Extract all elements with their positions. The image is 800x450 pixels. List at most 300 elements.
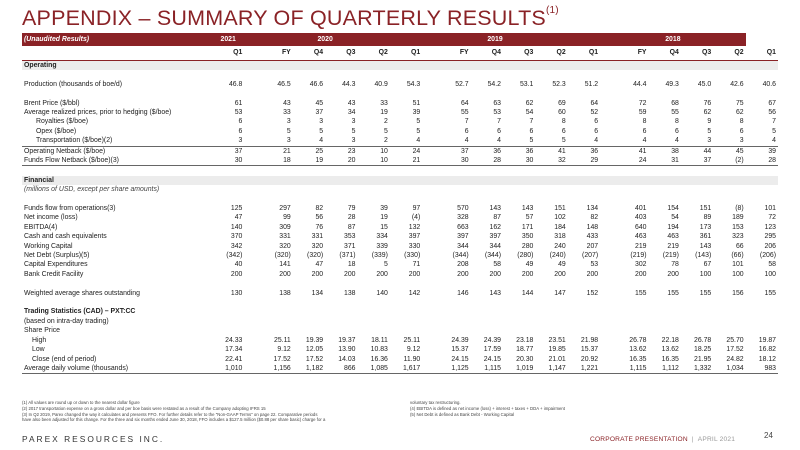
table-cell: 141 xyxy=(279,261,291,269)
table-cell: 64 xyxy=(460,99,469,107)
table-cell: 151 xyxy=(554,205,566,213)
row-label: Capital Expenditures xyxy=(24,261,88,269)
table-cell: 19.37 xyxy=(338,336,356,344)
table-cell: 58 xyxy=(493,261,501,269)
table-cell: 87 xyxy=(493,214,501,222)
table-cell: 6 xyxy=(529,127,534,135)
table-cell: 46.8 xyxy=(228,80,243,88)
column-header: FY xyxy=(438,46,470,61)
table-cell: 14.03 xyxy=(338,355,356,363)
table-cell: 17.52 xyxy=(273,355,291,363)
table-cell: 6 xyxy=(464,127,469,135)
table-cell: 433 xyxy=(586,233,599,241)
table-cell: 19 xyxy=(380,214,388,222)
table-cell: 13.90 xyxy=(338,346,356,354)
table-cell: 143 xyxy=(521,205,534,213)
table-cell: 200 xyxy=(521,270,534,278)
table-cell: 397 xyxy=(489,233,501,241)
row-label: Net Debt (Surplus)(5) xyxy=(24,252,90,260)
table-cell: 8 xyxy=(642,118,647,126)
table-cell: 38 xyxy=(649,146,681,156)
row-label xyxy=(22,195,212,204)
table-cell: 219 xyxy=(667,242,679,250)
table-cell: 78 xyxy=(671,261,679,269)
table-cell: 21 xyxy=(260,146,292,156)
row-label: Brent Price ($/bbl) xyxy=(24,99,80,107)
table-cell: 1,112 xyxy=(649,364,681,374)
table-cell: 207 xyxy=(586,242,599,250)
table-cell: 17.59 xyxy=(483,346,501,354)
row-label: Trading Statistics (CAD) – PXT:CC xyxy=(24,308,136,316)
row-label: Low xyxy=(32,346,45,354)
table-cell: 7 xyxy=(497,118,501,126)
table-cell: 5 xyxy=(351,127,356,135)
table-cell: 3 xyxy=(319,118,324,126)
table-cell: 302 xyxy=(635,261,647,269)
table-cell: 200 xyxy=(311,270,324,278)
table-cell: 5 xyxy=(384,127,388,135)
footnote: (2) 2017 transportation expense on a gross dollar and per boe basis were restated as a result of the Company adopting IFRS 15 xyxy=(22,405,266,411)
quarter-header-row xyxy=(22,46,778,61)
table-row xyxy=(22,223,778,232)
table-cell: 101 xyxy=(732,261,744,269)
table-cell: 49 xyxy=(558,261,566,269)
table-cell: 983 xyxy=(746,364,778,374)
table-cell: 10.83 xyxy=(370,346,388,354)
table-cell: 19 xyxy=(380,109,388,116)
table-cell: 25.11 xyxy=(274,336,291,344)
table-cell: (2) xyxy=(713,156,745,166)
table-cell: 19.39 xyxy=(305,336,324,344)
table-row xyxy=(22,108,778,117)
table-cell: (320) xyxy=(307,252,324,260)
table-cell: 54.3 xyxy=(406,80,421,88)
table-cell: 26.78 xyxy=(694,336,712,344)
table-cell: 463 xyxy=(635,233,647,241)
table-cell: 43 xyxy=(283,99,291,107)
table-cell: 49 xyxy=(525,261,534,269)
unaudited-label: (Unaudited Results) xyxy=(22,33,212,46)
table-cell: 42.6 xyxy=(730,80,744,88)
table-row xyxy=(22,345,778,354)
row-label: Working Capital xyxy=(24,242,73,250)
table-cell: 24.33 xyxy=(225,336,243,344)
table-cell: 30 xyxy=(212,156,244,166)
table-cell: 123 xyxy=(764,223,776,231)
table-cell: 1,147 xyxy=(535,364,567,374)
footnote: (1) All values are round up or down to the nearest dollar figure xyxy=(22,400,140,405)
table-cell: 7 xyxy=(529,118,534,126)
table-cell: 17.52 xyxy=(726,346,744,354)
table-cell: 44.3 xyxy=(342,80,356,88)
column-header: Q2 xyxy=(535,46,567,61)
table-row xyxy=(22,364,778,374)
table-cell: 21.01 xyxy=(548,355,566,363)
table-cell: 5 xyxy=(416,118,421,126)
table-cell: 6 xyxy=(642,127,647,135)
table-cell: 41 xyxy=(616,146,648,156)
table-cell: 143 xyxy=(489,205,501,213)
table-cell: 19.87 xyxy=(758,336,776,344)
table-row xyxy=(22,270,778,279)
table-cell: 53 xyxy=(590,261,599,269)
table-cell: 200 xyxy=(279,270,291,278)
table-cell: 194 xyxy=(667,223,679,231)
table-cell: 63 xyxy=(493,99,501,107)
table-cell: 200 xyxy=(586,270,599,278)
table-cell: 29 xyxy=(568,156,600,166)
row-label: Production (thousands of boe/d) xyxy=(24,80,123,88)
table-cell: 323 xyxy=(732,233,744,241)
table-row xyxy=(22,289,778,298)
table-cell: 68 xyxy=(671,99,679,107)
table-row xyxy=(22,326,778,335)
table-cell: 23.18 xyxy=(516,336,534,344)
table-cell: 140 xyxy=(376,289,388,297)
table-cell: 21.98 xyxy=(580,336,599,344)
row-label: Cash and cash equivalents xyxy=(24,233,107,241)
table-cell: 19 xyxy=(293,156,325,166)
table-cell: (330) xyxy=(404,252,421,260)
table-cell: 4 xyxy=(319,137,324,145)
table-cell: 155 xyxy=(764,289,776,297)
table-cell: 5 xyxy=(529,137,534,145)
table-cell: 138 xyxy=(344,289,356,297)
table-cell: 1,034 xyxy=(713,364,745,374)
table-cell: 309 xyxy=(279,223,291,231)
table-cell: 339 xyxy=(376,242,388,250)
table-cell: 1,156 xyxy=(260,364,292,374)
column-header: Q1 xyxy=(568,46,600,61)
table-cell: 10 xyxy=(358,156,390,166)
table-cell: 152 xyxy=(586,289,599,297)
table-cell: (339) xyxy=(371,252,388,260)
table-cell: 371 xyxy=(344,242,356,250)
table-cell: 34 xyxy=(347,109,356,116)
table-cell: 76 xyxy=(703,99,712,107)
table-cell: 37 xyxy=(212,146,244,156)
footer-separator: | xyxy=(691,436,694,443)
table-cell: 57 xyxy=(525,214,534,222)
table-cell: 43 xyxy=(347,99,356,107)
row-label: Net income (loss) xyxy=(24,214,78,222)
row-label: Close (end of period) xyxy=(32,355,97,363)
row-label: Operating Netback ($/boe) xyxy=(22,146,212,156)
table-cell: 20.92 xyxy=(580,355,599,363)
column-header: Q2 xyxy=(358,46,390,61)
table-cell: 184 xyxy=(554,223,566,231)
table-cell: 297 xyxy=(279,205,291,213)
table-cell: (342) xyxy=(226,252,243,260)
table-cell: 16.35 xyxy=(661,355,679,363)
column-header: Q4 xyxy=(293,46,325,61)
table-cell: 41 xyxy=(535,146,567,156)
table-cell: 3 xyxy=(351,118,356,126)
table-cell: 40 xyxy=(234,261,243,269)
row-label: Royalties ($/boe) xyxy=(36,118,89,126)
table-cell: 26.78 xyxy=(629,336,647,344)
row-label: Transportation ($/boe)(2) xyxy=(36,137,113,145)
table-cell: 3 xyxy=(286,118,291,126)
table-cell: 6 xyxy=(739,127,744,135)
table-cell: 20.30 xyxy=(516,355,534,363)
column-header: Q1 xyxy=(212,46,244,61)
table-cell: 866 xyxy=(325,364,357,374)
table-cell: 10 xyxy=(358,146,390,156)
table-cell: 54.2 xyxy=(487,80,501,88)
table-cell: 320 xyxy=(279,242,291,250)
table-cell: 76 xyxy=(315,223,324,231)
table-cell: 200 xyxy=(554,270,566,278)
column-header: Q4 xyxy=(471,46,503,61)
table-cell: 36 xyxy=(503,146,535,156)
table-row xyxy=(22,298,778,307)
table-cell: 82 xyxy=(590,214,599,222)
table-row xyxy=(22,80,778,89)
table-cell: 125 xyxy=(230,205,243,213)
table-cell: 17.34 xyxy=(225,346,243,354)
table-cell: 5 xyxy=(286,127,291,135)
quarterly-results-table xyxy=(22,33,778,374)
table-cell: 200 xyxy=(408,270,421,278)
table-cell: 3 xyxy=(286,137,291,145)
row-label: Bank Credit Facility xyxy=(24,270,84,278)
table-cell: 200 xyxy=(635,270,647,278)
table-row xyxy=(22,279,778,288)
table-cell: 344 xyxy=(489,242,501,250)
table-cell: 397 xyxy=(408,233,421,241)
table-cell: 31 xyxy=(649,156,681,166)
table-cell: 1,221 xyxy=(568,364,600,374)
table-row xyxy=(22,156,778,166)
table-row xyxy=(22,232,778,241)
table-cell: 7 xyxy=(464,118,469,126)
row-label xyxy=(22,70,212,79)
column-header: Q2 xyxy=(713,46,745,61)
table-cell: 54 xyxy=(525,109,534,116)
table-cell: 331 xyxy=(311,233,324,241)
table-cell: 18.11 xyxy=(371,336,388,344)
table-cell: 2 xyxy=(384,137,388,145)
page-title: APPENDIX – SUMMARY OF QUARTERLY RESULTS$^{(1)}$ xyxy=(22,5,559,30)
table-cell: 25.70 xyxy=(726,336,744,344)
table-cell: 16.36 xyxy=(370,355,388,363)
table-cell: 45 xyxy=(315,99,324,107)
table-cell: 318 xyxy=(554,233,566,241)
table-cell: 75 xyxy=(735,99,744,107)
table-cell: 132 xyxy=(408,223,421,231)
table-row xyxy=(22,185,778,194)
table-cell: 36 xyxy=(471,146,503,156)
table-cell: 142 xyxy=(408,289,421,297)
table-cell: 97 xyxy=(412,205,421,213)
year-2018: 2018 xyxy=(600,33,746,46)
table-cell: 240 xyxy=(554,242,566,250)
table-cell: 21 xyxy=(390,156,422,166)
table-cell: 570 xyxy=(457,205,469,213)
table-cell: 62 xyxy=(735,109,744,116)
row-label: Opex ($/boe) xyxy=(36,127,77,135)
table-cell: 44 xyxy=(681,146,713,156)
table-cell: (143) xyxy=(695,252,712,260)
table-cell: 334 xyxy=(376,233,388,241)
table-cell: 23 xyxy=(325,146,357,156)
table-cell: 463 xyxy=(667,233,679,241)
presentation-label: CORPORATE PRESENTATION xyxy=(590,436,688,443)
table-cell: 200 xyxy=(667,270,679,278)
table-cell: (371) xyxy=(339,252,356,260)
presentation-date: APRIL 2021 xyxy=(697,436,736,443)
footnote: voluntary tax restructuring. xyxy=(410,400,461,405)
table-cell: 640 xyxy=(635,223,647,231)
table-cell: 22.18 xyxy=(661,336,679,344)
table-cell: 156 xyxy=(732,289,744,297)
table-cell: 148 xyxy=(586,223,599,231)
column-header: Q1 xyxy=(746,46,778,61)
table-cell: 102 xyxy=(554,214,566,222)
table-cell: 19.85 xyxy=(548,346,566,354)
table-cell: 53 xyxy=(493,109,501,116)
table-cell: (219) xyxy=(630,252,647,260)
table-cell: 151 xyxy=(699,205,712,213)
row-label xyxy=(22,89,212,98)
table-cell: 54 xyxy=(671,214,679,222)
table-cell: 1,085 xyxy=(358,364,390,374)
table-cell: 30 xyxy=(503,156,535,166)
table-cell: 2 xyxy=(384,118,388,126)
table-cell: 62 xyxy=(703,109,712,116)
table-cell: 4 xyxy=(464,137,469,145)
column-header: FY xyxy=(260,46,292,61)
table-cell: 4 xyxy=(772,137,776,145)
table-cell: 47 xyxy=(234,214,243,222)
table-cell: 155 xyxy=(635,289,647,297)
table-cell: 1,115 xyxy=(471,364,503,374)
table-cell: 155 xyxy=(667,289,679,297)
table-cell: 147 xyxy=(554,289,566,297)
column-header: FY xyxy=(616,46,648,61)
table-cell: (240) xyxy=(549,252,566,260)
table-cell: 331 xyxy=(279,233,291,241)
row-label: EBITDA(4) xyxy=(24,223,58,231)
table-cell: 55 xyxy=(460,109,469,116)
column-header: Q1 xyxy=(390,46,422,61)
table-cell: 89 xyxy=(703,214,712,222)
table-cell: 146 xyxy=(457,289,469,297)
page-number: 24 xyxy=(764,431,773,440)
table-cell: 3 xyxy=(238,137,243,145)
table-cell: 342 xyxy=(230,242,243,250)
table-cell: 4 xyxy=(642,137,647,145)
table-cell: 173 xyxy=(699,223,712,231)
table-cell: 370 xyxy=(230,233,243,241)
table-cell: 1,010 xyxy=(212,364,244,374)
table-cell: (207) xyxy=(582,252,599,260)
row-label: Financial xyxy=(22,176,212,185)
column-header: Q4 xyxy=(649,46,681,61)
table-cell: 6 xyxy=(497,127,501,135)
table-cell: 7 xyxy=(772,118,776,126)
row-label xyxy=(22,279,212,288)
table-cell: 154 xyxy=(667,205,679,213)
year-header-row xyxy=(22,33,778,46)
table-row xyxy=(22,176,778,185)
table-cell: 1,332 xyxy=(681,364,713,374)
table-cell: 39 xyxy=(412,109,421,116)
table-cell: 37 xyxy=(681,156,713,166)
table-cell: 22.41 xyxy=(225,355,243,363)
table-cell: 33 xyxy=(380,99,388,107)
table-cell: 47 xyxy=(315,261,324,269)
table-cell: 46.5 xyxy=(277,80,291,88)
column-header: Q3 xyxy=(325,46,357,61)
table-cell: 45 xyxy=(713,146,745,156)
table-cell: 200 xyxy=(489,270,501,278)
footnote: (4) EBITDA is defined as net income (loss) + interest + taxes + DDA + impairment xyxy=(410,405,565,411)
table-cell: 330 xyxy=(408,242,421,250)
table-cell: 353 xyxy=(344,233,356,241)
table-cell: 134 xyxy=(311,289,324,297)
table-row xyxy=(22,127,778,136)
table-row xyxy=(22,355,778,364)
table-cell: 56 xyxy=(315,214,324,222)
table-cell: 8 xyxy=(675,118,679,126)
table-cell: 101 xyxy=(764,205,776,213)
table-cell: 21.95 xyxy=(694,355,712,363)
table-cell: 28 xyxy=(347,214,356,222)
table-cell: 39 xyxy=(746,146,778,156)
table-cell: 66 xyxy=(735,242,744,250)
table-row xyxy=(22,136,778,146)
company-logo: PAREX RESOURCES INC. xyxy=(22,434,165,444)
table-cell: 37 xyxy=(438,146,470,156)
table-cell: 52.7 xyxy=(455,80,469,88)
table-cell: 144 xyxy=(521,289,534,297)
row-label: (based on intra-day trading) xyxy=(24,317,109,325)
table-cell: 24.39 xyxy=(451,336,469,344)
table-cell: 5 xyxy=(416,127,421,135)
table-cell: 5 xyxy=(561,137,566,145)
table-cell: 18.25 xyxy=(694,346,712,354)
table-cell: 4 xyxy=(416,137,421,145)
table-cell: 36 xyxy=(568,146,600,156)
table-cell: 143 xyxy=(699,242,712,250)
table-cell: (206) xyxy=(759,252,776,260)
table-cell: 24.82 xyxy=(726,355,744,363)
table-cell: 6 xyxy=(675,127,679,135)
table-cell: 24.15 xyxy=(451,355,469,363)
year-2021: 2021 xyxy=(212,33,244,46)
table-cell: 3 xyxy=(351,137,356,145)
table-cell: 69 xyxy=(558,99,566,107)
table-cell: 155 xyxy=(699,289,712,297)
table-row xyxy=(22,99,778,108)
year-2020: 2020 xyxy=(260,33,390,46)
table-cell: 11.90 xyxy=(403,355,421,363)
table-cell: 401 xyxy=(635,205,647,213)
table-cell: 134 xyxy=(586,205,599,213)
table-row xyxy=(22,195,778,204)
row-label xyxy=(22,298,212,307)
table-cell: 200 xyxy=(230,270,243,278)
table-row xyxy=(22,89,778,98)
table-row xyxy=(22,166,778,176)
table-cell: 5 xyxy=(707,127,712,135)
table-cell: 16.82 xyxy=(758,346,776,354)
table-cell: 20 xyxy=(325,156,357,166)
table-cell: 200 xyxy=(457,270,469,278)
table-cell: 280 xyxy=(521,242,534,250)
